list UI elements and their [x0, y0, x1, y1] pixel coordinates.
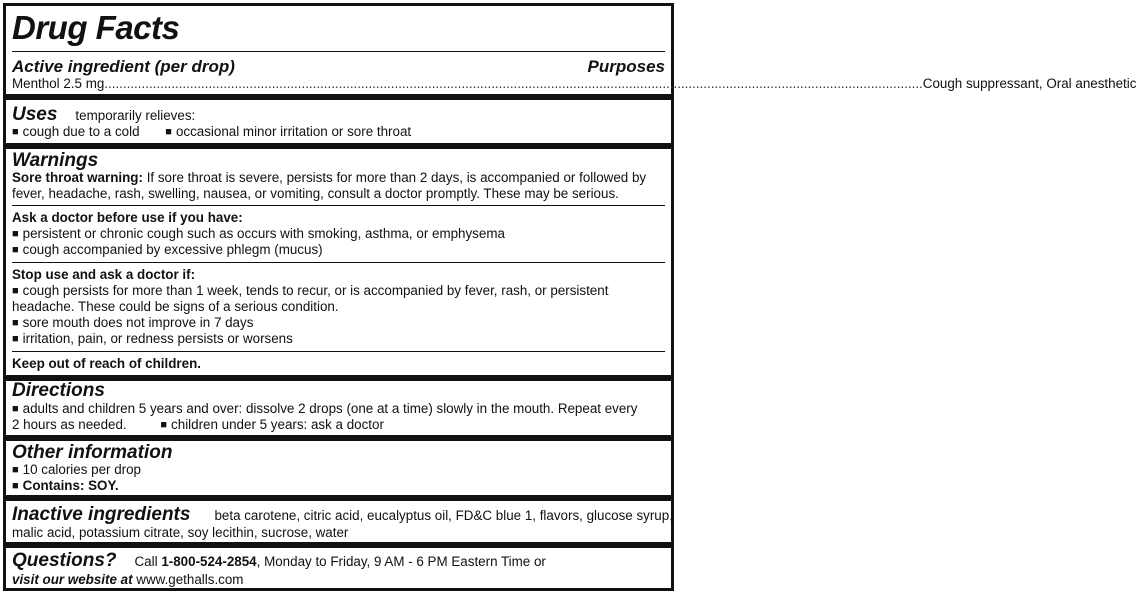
- inactive-heading: [12, 504, 673, 527]
- section-divider: [6, 495, 671, 501]
- drug-facts-title: Drug Facts: [12, 9, 180, 46]
- section-divider: [6, 143, 671, 149]
- directions-item: ■ children under 5 years: ask a doctor: [160, 417, 384, 432]
- list-item: [12, 331, 665, 348]
- directions-line2: [12, 417, 665, 434]
- stop-use-heading: Stop use and ask a doctor if:: [12, 267, 196, 282]
- title-rule: [12, 51, 665, 52]
- sore-throat-label: Sore throat warning:: [12, 170, 143, 185]
- stop-use-item: ■ irritation, pain, or redness persists or worsens: [12, 331, 293, 346]
- uses-item: ■ occasional minor irritation or sore throat: [165, 124, 411, 139]
- other-info-item: [12, 478, 119, 493]
- directions-item: ■ adults and children 5 years and over: dissolve 2 drops (one at a time) slowly in the mouth. Repeat every: [12, 401, 637, 416]
- list-item: [12, 226, 665, 243]
- stop-use-item: ■ sore mouth does not improve in 7 days: [12, 315, 253, 330]
- list-item: [12, 478, 665, 495]
- drug-facts-label: [3, 3, 1136, 591]
- sore-throat-warning: [12, 170, 665, 186]
- inactive-list-cont: malic acid, potassium citrate, soy lecithin, sucrose, water: [12, 525, 349, 540]
- dot-leader: ............................................................................................................................................................................................................................: [104, 76, 923, 91]
- directions-heading: Directions: [12, 380, 105, 401]
- sore-throat-warning-cont: fever, headache, rash, swelling, nausea, or vomiting, consult a doctor promptly. These may be serious.: [12, 186, 619, 201]
- stop-use-item: ■ cough persists for more than 1 week, tends to recur, or is accompanied by fever, rash, or persistent: [12, 283, 608, 298]
- questions-title: Questions?: [12, 550, 117, 571]
- uses-items: [12, 124, 665, 141]
- keep-out-warning: Keep out of reach of children.: [12, 356, 201, 371]
- website-link[interactable]: www.gethalls.com: [136, 572, 244, 587]
- directions-item-cont: 2 hours as needed.: [12, 417, 127, 432]
- inactive-title: Inactive ingredients: [12, 504, 191, 525]
- uses-title: Uses: [12, 104, 58, 125]
- uses-intro: temporarily relieves:: [75, 108, 196, 123]
- ask-doctor-item: ■ persistent or chronic cough such as occurs with smoking, asthma, or emphysema: [12, 226, 505, 241]
- ingredient-purpose: Cough suppressant, Oral anesthetic: [922, 76, 1136, 91]
- list-item: [12, 401, 665, 418]
- purposes-heading: Purposes: [587, 57, 665, 76]
- visit-label: visit our website at: [12, 572, 133, 587]
- uses-item: ■ cough due to a cold: [12, 124, 140, 139]
- list-item: [12, 242, 665, 259]
- phone-number[interactable]: 1-800-524-2854: [161, 554, 257, 569]
- call-hours: , Monday to Friday, 9 AM - 6 PM Eastern Time or: [256, 554, 546, 569]
- other-info-item: ■ 10 calories per drop: [12, 462, 141, 477]
- questions-website: [12, 572, 665, 588]
- questions-call: [135, 554, 546, 569]
- section-divider: [6, 94, 671, 100]
- inactive-list: beta carotene, citric acid, eucalyptus oil, FD&C blue 1, flavors, glucose syrup,: [214, 508, 673, 523]
- warnings-heading: Warnings: [12, 150, 99, 171]
- warnings-subrule: [12, 351, 665, 352]
- active-ingredient-row: [12, 76, 1136, 92]
- ask-doctor-item: ■ cough accompanied by excessive phlegm (mucus): [12, 242, 323, 257]
- section-divider: [6, 542, 671, 548]
- active-ingredient-heading: Active ingredient (per drop): [12, 57, 235, 76]
- sore-throat-text: If sore throat is severe, persists for more than 2 days, is accompanied or followed by: [146, 170, 647, 185]
- list-item: [12, 283, 665, 300]
- list-item: [12, 462, 665, 479]
- questions-heading: [12, 550, 546, 573]
- list-item: [12, 315, 665, 332]
- warnings-subrule: [12, 205, 665, 206]
- ask-doctor-heading: Ask a doctor before use if you have:: [12, 210, 243, 225]
- ingredient-name: Menthol 2.5 mg: [12, 76, 105, 91]
- section-divider: [6, 375, 671, 381]
- other-info-heading: Other information: [12, 442, 173, 463]
- call-label: Call: [134, 554, 158, 569]
- section-divider: [6, 435, 671, 441]
- warnings-subrule: [12, 262, 665, 263]
- list-item-cont: headache. These could be signs of a serious condition.: [12, 299, 339, 314]
- contains-soy: Contains: SOY.: [22, 478, 119, 493]
